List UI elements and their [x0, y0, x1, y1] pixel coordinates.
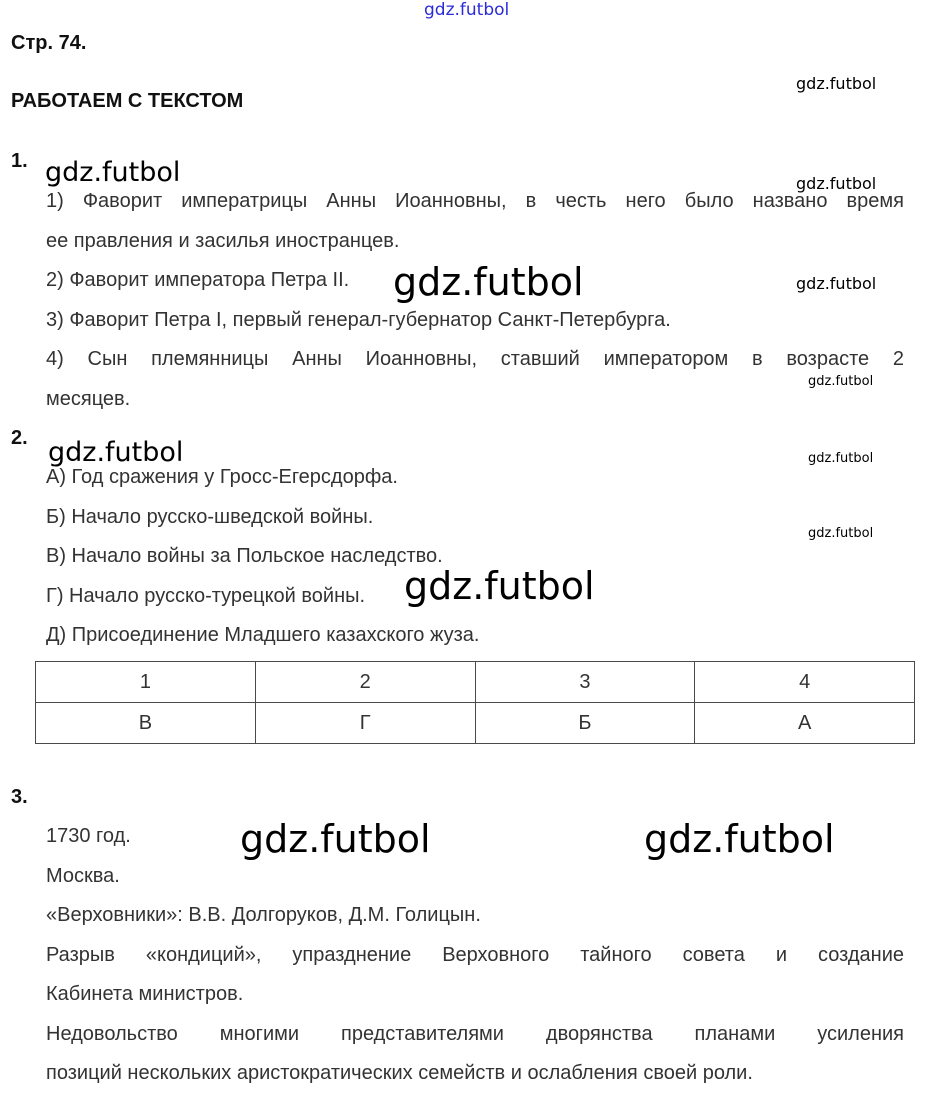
watermark-top: gdz.futbol	[424, 0, 510, 20]
task1-line: 2) Фаворит императора Петра II.	[46, 269, 350, 291]
page-label: Стр. 74.	[11, 32, 87, 54]
task2-line: Б) Начало русско-шведской войны.	[46, 506, 374, 528]
table-header-cell: 1	[36, 662, 256, 703]
table-row	[36, 703, 915, 744]
task3-line: позиций нескольких аристократических семейств и ослабления своей роли.	[46, 1062, 753, 1084]
task-number-1: 1.	[11, 150, 28, 172]
task3-line: Разрыв «кондиций», упразднение Верховного тайного совета и создание	[46, 944, 904, 966]
task1-line: ее правления и засилья иностранцев.	[46, 230, 400, 252]
task2-line: А) Год сражения у Гросс-Егерсдорфа.	[46, 466, 398, 488]
watermark-small: gdz.futbol	[796, 74, 877, 93]
section-heading: РАБОТАЕМ С ТЕКСТОМ	[11, 90, 244, 112]
watermark-xsmall: gdz.futbol	[808, 374, 874, 389]
task3-line: Недовольство многими представителями дворянства планами усиления	[46, 1023, 904, 1045]
task3-line: 1730 год.	[46, 825, 131, 847]
watermark-medium: gdz.futbol	[45, 157, 181, 188]
watermark-small: gdz.futbol	[796, 174, 877, 193]
task3-line: «Верховники»: В.В. Долгоруков, Д.М. Голицын.	[46, 904, 481, 926]
table-cell: Г	[255, 703, 475, 744]
watermark-xsmall: gdz.futbol	[808, 451, 874, 466]
task1-line: месяцев.	[46, 388, 131, 410]
task1-line: 4) Сын племянницы Анны Иоанновны, ставший императором в возрасте 2	[46, 348, 904, 370]
task-number-3: 3.	[11, 786, 28, 808]
task2-line: Г) Начало русско-турецкой войны.	[46, 585, 366, 607]
table-cell: А	[695, 703, 915, 744]
table-row	[36, 662, 915, 703]
watermark-large: gdz.futbol	[644, 817, 835, 861]
task3-line: Кабинета министров.	[46, 983, 244, 1005]
table-cell: В	[36, 703, 256, 744]
watermark-medium: gdz.futbol	[48, 437, 184, 468]
task3-line: Москва.	[46, 865, 120, 887]
watermark-large: gdz.futbol	[393, 260, 584, 304]
task2-line: Д) Присоединение Младшего казахского жуза.	[46, 624, 480, 646]
table-header-cell: 3	[475, 662, 695, 703]
watermark-small: gdz.futbol	[796, 274, 877, 293]
answer-table	[35, 661, 915, 744]
task1-line: 3) Фаворит Петра I, первый генерал-губернатор Санкт-Петербурга.	[46, 309, 671, 331]
task1-line: 1) Фаворит императрицы Анны Иоанновны, в честь него было названо время	[46, 190, 904, 212]
watermark-large: gdz.futbol	[240, 817, 431, 861]
watermark-large: gdz.futbol	[404, 564, 595, 608]
watermark-xsmall: gdz.futbol	[808, 526, 874, 541]
task-number-2: 2.	[11, 427, 28, 449]
table-cell: Б	[475, 703, 695, 744]
table-header-cell: 2	[255, 662, 475, 703]
task2-line: В) Начало войны за Польское наследство.	[46, 545, 443, 567]
table-header-cell: 4	[695, 662, 915, 703]
